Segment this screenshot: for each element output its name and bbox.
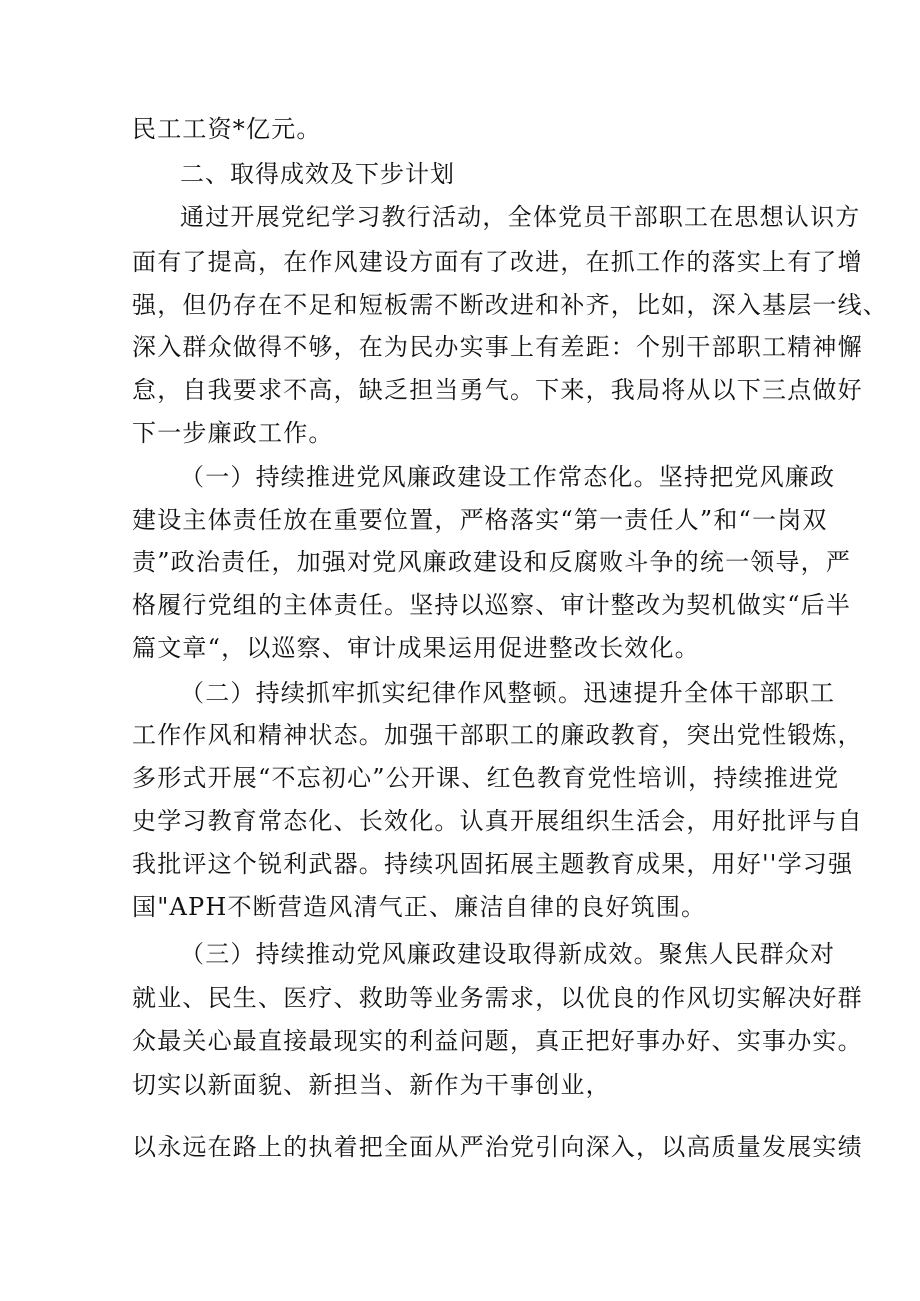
text-line: 建设主体责任放在重要位置，严格落实“第一责任人”和“一岗双 bbox=[132, 506, 828, 534]
text-line: 民工工资*亿元。 bbox=[132, 115, 322, 143]
text-line: 面有了提高，在作风建设方面有了改进，在抓工作的落实上有了增 bbox=[132, 248, 863, 276]
text-line: 怠，自我要求不高，缺乏担当勇气。下来，我局将从以下三点做好 bbox=[132, 376, 863, 404]
text-line: 就业、民生、医疗、救助等业务需求，以优良的作风切实解决好群 bbox=[132, 984, 863, 1012]
text-line: 国"APH不断营造风清气正、廉洁自律的良好筑围。 bbox=[132, 893, 707, 921]
text-line: （三）持续推动党风廉政建设取得新成效。聚焦人民群众对 bbox=[180, 940, 836, 968]
text-line: 史学习教育常态化、长效化。认真开展组织生活会，用好批评与自 bbox=[132, 807, 863, 835]
text-line: 格履行党组的主体责任。坚持以巡察、审计整改为契机做实“后半 bbox=[132, 591, 852, 619]
section-heading: 二、取得成效及下步计划 bbox=[180, 160, 455, 188]
text-line: 篇文章“，以巡察、审计成果运用促进整改长效化。 bbox=[132, 634, 700, 662]
text-line: 众最关心最直接最现实的利益问题，真正把好事办好、实事办实。 bbox=[132, 1027, 863, 1055]
text-line: 以永远在路上的执着把全面从严治党引向深入，以高质量发展实绩 bbox=[132, 1133, 863, 1161]
text-line: 责”政治责任，加强对党风廉政建设和反腐败斗争的统一领导，严 bbox=[132, 548, 852, 576]
text-line: 切实以新面貌、新担当、新作为干事创业， bbox=[132, 1071, 611, 1099]
text-line: 通过开展党纪学习教行活动，全体党员干部职工在思想认识方 bbox=[180, 203, 861, 231]
text-line: 我批评这个锐利武器。持续巩固拓展主题教育成果，用好''学习强 bbox=[132, 850, 854, 878]
text-line: （二）持续抓牢抓实纪律作风整顿。迅速提升全体干部职工 bbox=[180, 679, 836, 707]
text-line: 多形式开展“不忘初心”公开课、红色教育党性培训，持续推进党 bbox=[132, 764, 840, 792]
text-line: 工作作风和精神状态。加强干部职工的廉政教育，突出党性锻炼， bbox=[132, 721, 863, 749]
text-line: 强，但仍存在不足和短板需不断改进和补齐，比如，深入基层一线、 bbox=[132, 291, 888, 319]
text-line: 深入群众做得不够，在为民办实事上有差距：个别干部职工精神懈 bbox=[132, 333, 863, 361]
text-line: （一）持续推进党风廉政建设工作常态化。坚持把党风廉政 bbox=[180, 463, 836, 491]
text-line: 下一步廉政工作。 bbox=[132, 419, 334, 447]
